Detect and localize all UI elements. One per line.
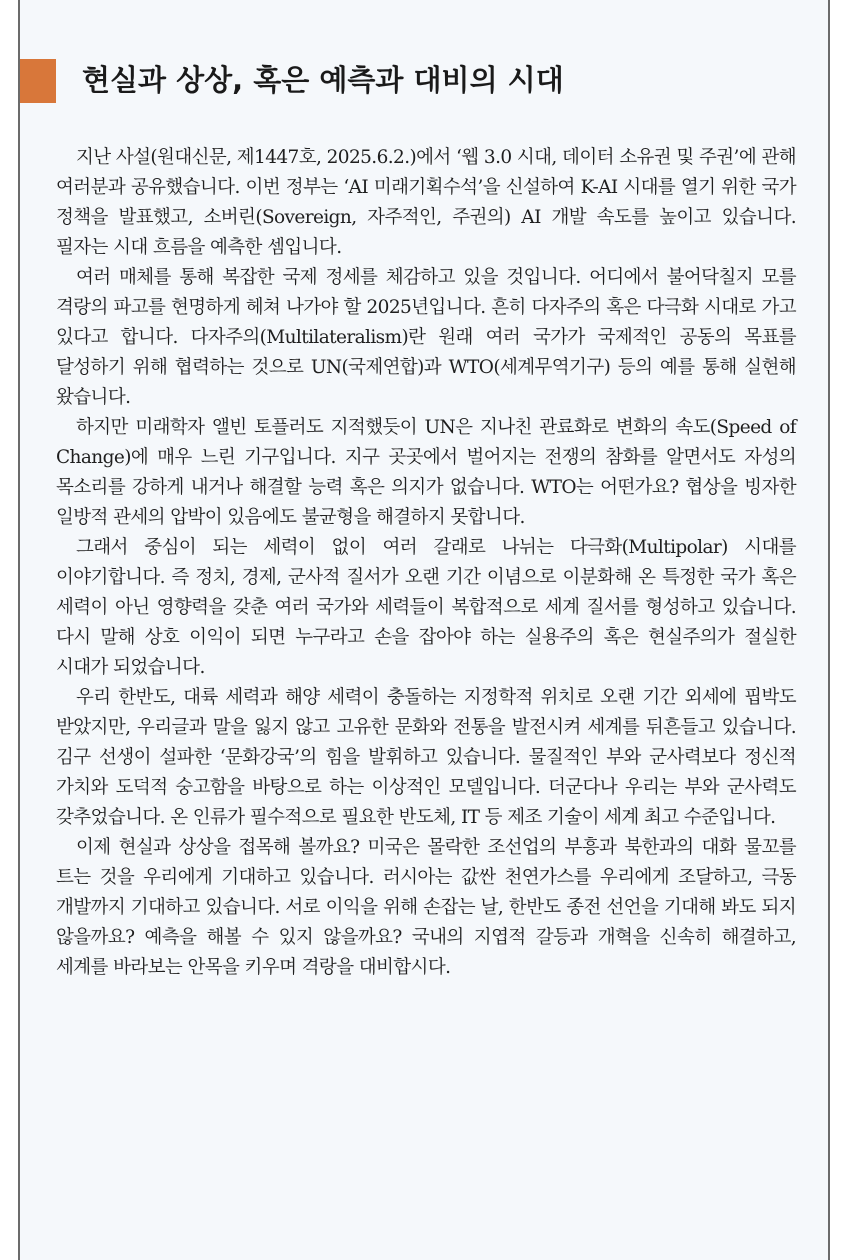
article-body: [56, 143, 796, 983]
article-paragraph-2: 여러 매체를 통해 복잡한 국제 정세를 체감하고 있을 것입니다. 어디에서 불어닥칠지 모를 격랑의 파고를 현명하게 헤쳐 나가야 할 2025년입니다. 흔히 다자주의 혹은 다극화 시대로 가고 있다고 합니다. 다자주의(Multilateralism)란 원래 여러 국가가 국제적인 공동의 목표를 달성하기 위해 협력하는 것으로 UN(국제연합)과 WTO(세계무역기구) 등의 예를 통해 실현해 왔습니다.: [56, 267, 796, 408]
article-paragraph-1: 지난 사설(원대신문, 제1447호, 2025.6.2.)에서 ‘웹 3.0 시대, 데이터 소유권 및 주권’에 관해 여러분과 공유했습니다. 이번 정부는 ‘AI 미래기획수석’을 신설하여 K-AI 시대를 열기 위한 국가 정책을 발표했고, 소버린(Sovereign, 자주적인, 주권의) AI 개발 속도를 높이고 있습니다. 필자는 시대 흐름을 예측한 셈입니다.: [56, 147, 796, 258]
article-paragraph-4: 그래서 중심이 되는 세력이 없이 여러 갈래로 나뉘는 다극화(Multipolar) 시대를 이야기합니다. 즉 정치, 경제, 군사적 질서가 오랜 기간 이념으로 이분화해 온 특정한 국가 혹은 세력이 아닌 영향력을 갖춘 여러 국가와 세력들이 복합적으로 세계 질서를 형성하고 있습니다. 다시 말해 상호 이익이 되면 누구라고 손을 잡아야 하는 실용주의 혹은 현실주의가 절실한 시대가 되었습니다.: [56, 537, 796, 678]
title-accent-bar: [20, 59, 56, 103]
article-paragraph-3: 하지만 미래학자 앨빈 토플러도 지적했듯이 UN은 지나친 관료화로 변화의 속도(Speed of Change)에 매우 느린 기구입니다. 지구 곳곳에서 벌어지는 전쟁의 참화를 알면서도 자성의 목소리를 강하게 내거나 해결할 능력 혹은 의지가 없습니다. WTO는 어떤가요? 협상을 빙자한 일방적 관세의 압박이 있음에도 불균형을 해결하지 못합니다.: [56, 417, 796, 528]
article-paragraph-6: 이제 현실과 상상을 접목해 볼까요? 미국은 몰락한 조선업의 부흥과 북한과의 대화 물꼬를 트는 것을 우리에게 기대하고 있습니다. 러시아는 값싼 천연가스를 우리에게 조달하고, 극동 개발까지 기대하고 있습니다. 서로 이익을 위해 손잡는 날, 한반도 종전 선언을 기대해 봐도 되지 않을까요? 예측을 해볼 수 있지 않을까요? 국내의 지엽적 갈등과 개혁을 신속히 해결하고, 세계를 바라보는 안목을 키우며 격랑을 대비합시다.: [56, 837, 796, 978]
editorial-page: [18, 0, 830, 1260]
article-title: 현실과 상상, 혹은 예측과 대비의 시대: [82, 63, 564, 97]
article-paragraph-5: 우리 한반도, 대륙 세력과 해양 세력이 충돌하는 지정학적 위치로 오랜 기간 외세에 핍박도 받았지만, 우리글과 말을 잃지 않고 고유한 문화와 전통을 발전시켜 세계를 뒤흔들고 있습니다. 김구 선생이 설파한 ‘문화강국’의 힘을 발휘하고 있습니다. 물질적인 부와 군사력보다 정신적 가치와 도덕적 숭고함을 바탕으로 하는 이상적인 모델입니다. 더군다나 우리는 부와 군사력도 갖추었습니다. 온 인류가 필수적으로 필요한 반도체, IT 등 제조 기술이 세계 최고 수준입니다.: [56, 687, 796, 828]
